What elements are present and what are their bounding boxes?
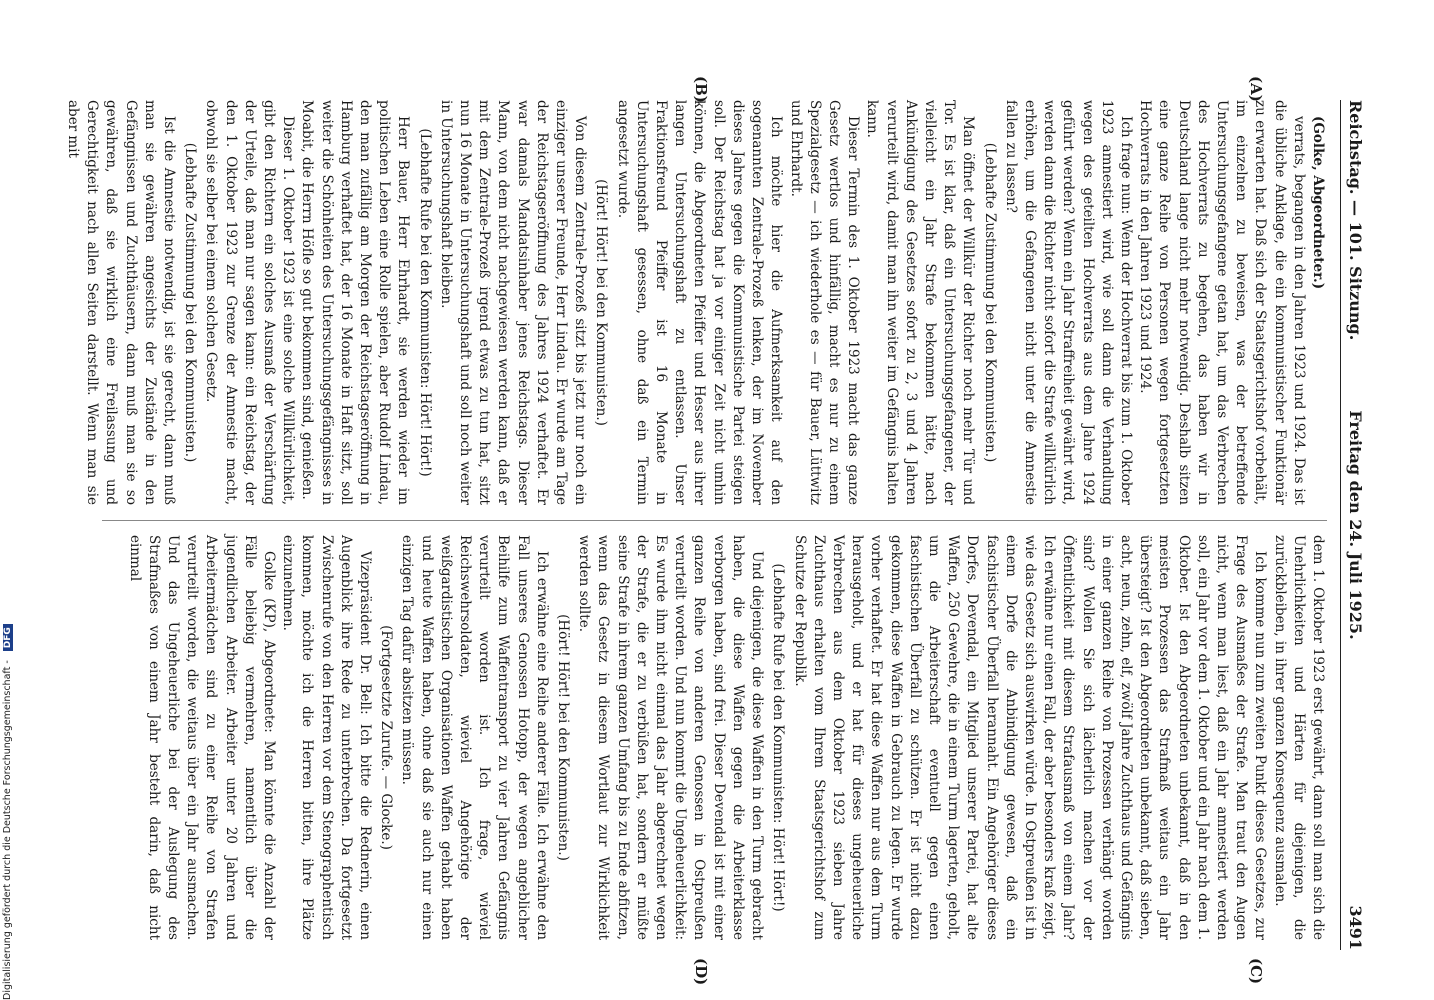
paragraph: Und diejenigen, die diese Waffen in den Turm gebracht haben, die diese Waffen gegen die Arbeiterklasse verborgen haben, sind frei. Dieser Devendal ist mit einer ganzen Reihe von anderen Genossen in Ostpreußen verurteilt worden. Und nun kommt die Ungeheuerlichkeit: Es wurde ihm nicht einmal das Jahr abgerechnet wegen der Strafe, die er zu verbüßen hat, sondern er müßte seine Strafe in ihrem ganzen Umfang bis zu Ende abfitzen, wenn das Gesetz in diesem Wortlaut zur Wirklichkeit werden sollte.: [576, 535, 766, 940]
paragraph: Vizepräsident Dr. Bell: Ich bitte die Rednerin, einen Augenblick ihre Rede zu unterbrechen. Da fortgesetzt Zwischenrufe von den Herren vor dem Stenographentisch kommen, möchte ich die Herren bitten, ihre Plätze einzunehmen.: [280, 535, 374, 940]
paragraph: Ich frage nun: Wenn der Hochverrat bis zum 1. Oktober 1923 amnestiert wird, wie soll dann die Verhandlung wegen des geteilten Hochverrats aus dem Jahre 1924 geführt werden? Wenn ein Jahr Straffreiheit gewährt wird, werden dann die Richter nicht sofort die Strafe willkürlich erhöhen, um die Gefangenen nicht unter die Amnestie fallen zu lassen?: [1002, 100, 1134, 505]
credit-text: Digitalisierung gefördert durch die Deutsche Forschungsgemeinschaft -: [2, 660, 13, 1000]
header-date: Freitag den 24. Juli 1925.: [1346, 410, 1365, 640]
paragraph: Herr Bauer, Herr Ehrhardt, sie werden wieder im politischen Leben eine Rolle spielen, aber Rudolf Lindau, den man zufällig am Morgen der Reichstagseröffnung in Hamburg verhaftet hat, der 16 Monate in Haft sitzt, soll weiter die Schönheiten des Untersuchungsgefängnisses in Moabit, die Herrn Höfle so gut bekommen sind, genießen.: [299, 100, 412, 505]
margin-mark-c: (C): [1247, 958, 1265, 985]
interjection: (Lebhafte Zustimmung bei den Kommunisten.): [182, 142, 199, 463]
interjection: (Fortgesetzte Zurufe. — Glocke.): [378, 625, 395, 850]
paragraph: [1308, 100, 1327, 505]
margin-mark-b: (B): [692, 76, 710, 103]
paragraph: dem 1. Oktober 1923 erst gewährt, dann soll man sich die Unehrlichkeiten und Härten für diejenigen, die zurückbleiben, in ihrer ganzen Konsequenz ausmalen.: [1271, 535, 1326, 940]
paragraph: Golke (KP), Abgeordnete: Man könnte die Anzahl der Fälle beliebig vermehren, namentlich über die jugendlichen Arbeiter. Arbeiter unter 20 Jahren und Arbeitermädchen sind zu einer Reihe von Strafen verurteilt worden, die weitaus über ein Jahr ausmachen. Und das Ungeheuerliche bei der Auslegung des Strafmaßes von einem Jahr besteht darin, daß nicht einmal: [126, 535, 278, 940]
interjection: (Lebhafte Rufe bei den Kommunisten: Hört! Hört!): [770, 563, 787, 912]
rotated-page: [65, 0, 1375, 1000]
interjection: (Hört! Hört! bei den Kommunisten.): [555, 614, 572, 861]
paragraph: verrats, begangen in den Jahren 1923 und 1924. Das ist die übliche Anklage, die ein kommunistischer Funktionär zu erwarten hat. Daß sich der Staatsgerichtshof vorbehält, im einzelnen zu beweisen, was der betreffende Untersuchungsgefangene getan hat, um das Verbrechen des Hochverrats zu begehen, das haben wir in Deutschland lange nicht mehr notwendig. Deshalb sitzen eine ganze Reihe von Personen wegen fortgesetzten Hochverrats in den Jahren 1923 und 1924.: [1137, 100, 1307, 505]
right-column: [102, 535, 1327, 940]
interjection: (Lebhafte Zustimmung bei den Kommunisten.): [981, 142, 998, 463]
paragraph: Man öffnet der Willkür der Richter noch mehr Tür und Tor. Es ist klar, daß ein Untersuchungsgefangener, der vielleicht ein Jahr Strafe bekommen hätte, nach Ankündigung des Gesetzes sofort zu 2, 3 und 4 Jahren verurteilt wird, damit man ihn weiter im Gefängnis halten kann.: [864, 100, 977, 505]
paragraph: Ich komme nun zum zweiten Punkt dieses Gesetzes, zur Frage des Ausmaßes der Strafe. Man traut den Augen nicht, wenn man liest, daß ein Jahr amnestiert werden soll, ein Jahr vor dem 1. Oktober und ein Jahr nach dem 1. Oktober. Ist den Abgeordneten unbekannt, daß in den meisten Prozessen das Strafmaß weitaus ein Jahr übersteigt? Ist den Abgeordneten unbekannt, daß sieben, acht, neun, zehn, elf, zwölf Jahre Zuchthaus und Gefängnis in einer ganzen Reihe von Prozessen verhängt worden sind? Wollen Sie sich lächerlich machen vor der Öffentlichkeit mit diesem Strafausmaß von einem Jahr? Ich erwähne nur einen Fall, der aber besonders kraß zeigt, wie das Gesetz sich auswirken würde. In Ostpreußen ist in einem Dorfe die Anbindigung gewesen, daß ein faschistischer Überfall herannaht. Ein Angehöriger dieses Dorfes, Devendal, ein Mitglied unserer Partei, hat alte Waffen, 250 Gewehre, die in einem Turm lagerten, geholt, um die Arbeiterschaft eventuell gegen einen faschistischen Überfall zu schützen. Er ist nicht dazu gekommen, diese Waffen in Gebrauch zu legen. Er wurde vorher verhaftet. Er hat diese Waffen nur aus dem Turm herausgeholt, und er hat für dieses ungeheuerliche Verbrechen aus dem Oktober 1923 sieben Jahre Zuchthaus erhalten vom Ihrem Staatsgerichtshof zum Schutze der Republik.: [791, 535, 1269, 940]
left-column: [65, 100, 1327, 505]
paragraph: Von diesem Zentrale-Prozeß sitzt bis jetzt nur noch ein einziger unserer Freunde, Herr Lindau. Er wurde am Tage der Reichstagseröffnung des Jahres 1924 verhaftet. Er war damals Mandatsinhaber jenes Reichstags. Dieser Mann, von dem nicht nachgewiesen werden kann, daß er mit dem Zentrale-Prozeß irgend etwas zu tun hat, sitzt nun 16 Monate in Untersuchungshaft und soll noch weiter in Untersuchungshaft bleiben.: [437, 100, 589, 505]
paragraph: Ich erwähne eine Reihe anderer Fälle. Ich erwähne den Fall unseres Genossen Hotopp, der wegen angeblicher Beihilfe zum Waffentransport zu vier Jahren Gefängnis verurteilt worden ist. Ich frage, wieviel Reichswehrsoldaten, wieviel Angehörige der weißgardistischen Organisationen Waffen gehabt haben und heute Waffen haben, ohne daß sie auch nur einen einzigen Tag dafür absitzen müssen.: [399, 535, 550, 940]
paragraph: Ich möchte hier die Aufmerksamkeit auf den sogenannten Zentrale-Prozeß lenken, der im November dieses Jahres gegen die Kommunistische Partei steigen soll. Der Reichstag hat ja vor einiger Zeit nicht umhin können, die Abgeordneten Pfeiffer und Hesser aus ihrer langen Untersuchungshaft zu entlassen. Unser Fraktionsfreund Pfeiffer ist 16 Monate in Untersuchungshaft gesessen, ohne daß ein Termin angesetzt wurde.: [614, 100, 785, 505]
margin-mark-a: (A): [1247, 76, 1265, 102]
digitization-credit: [2, 0, 16, 1000]
page-number: 3491: [1346, 905, 1365, 950]
interjection: (Hört! Hört! bei den Kommunisten.): [593, 179, 610, 426]
margin-mark-d: (D): [692, 958, 710, 986]
speaker-label: (Golke, Abgeordneter.): [1310, 116, 1326, 290]
interjection: (Lebhafte Rufe bei den Kommunisten: Hört! Hört!): [416, 128, 433, 477]
paragraph: Ist die Amnestie notwendig, ist sie gerecht, dann muß man sie gewähren angesichts der Zustände in den Gefängnissen und Zuchthäusern, dann muß man sie so gewähren, daß sie wirklich eine Freilassung und Gerechtigkeit nach allen Seiten darstellt. Wenn man sie aber mit: [65, 100, 178, 505]
paragraph: Dieser Termin des 1. Oktober 1923 macht das ganze Gesetz wertlos und hinfällig, macht es nur zu einem Spezialgesetz — ich wiederhole es — für Bauer, Lüttwitz und Ehrhardt.: [787, 100, 862, 505]
column-rule: [102, 520, 1327, 521]
header-left: Reichstag. — 101. Sitzung.: [1346, 100, 1365, 341]
running-header: [1340, 100, 1367, 950]
dfg-logo: DFG: [3, 624, 13, 651]
paragraph: Dieser 1. Oktober 1923 ist eine solche Willkürlichkeit, gibt den Richtern ein solches Ausmaß der Verschärfung der Urteile, daß man nur sagen kann: ein Reichstag, der den 1. Oktober 1923 zur Grenze der Amnestie macht, obwohl sie selber bei einem solchen Gesetz.: [203, 100, 297, 505]
